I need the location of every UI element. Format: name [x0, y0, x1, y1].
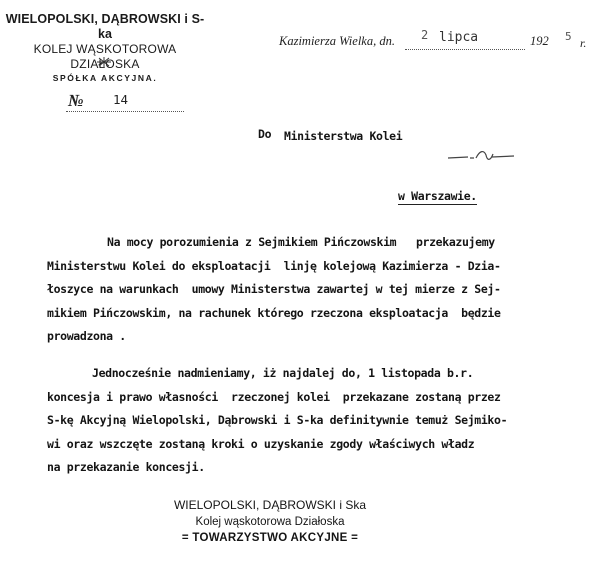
- number-value: 14: [113, 92, 129, 107]
- handwritten-mark-icon: [446, 146, 516, 168]
- body-line: Ministerstwu Kolei do eksploatacji linję kolejową Kazimierza - Dzia-: [47, 259, 501, 273]
- stamp-company: WIELOPOLSKI, DĄBROWSKI i Ska: [173, 498, 367, 512]
- date-year-digit: 5: [565, 30, 572, 43]
- date-month: lipca: [439, 30, 479, 45]
- number-dotted-line: [66, 111, 184, 112]
- number-label: №: [68, 91, 84, 110]
- letterhead-company-type: SPÓŁKA AKCYJNA.: [52, 73, 158, 83]
- date-dotted-line: [405, 49, 525, 50]
- place-label: Kazimierza Wielka, dn.: [279, 34, 395, 48]
- date-year-prefix: 192: [530, 34, 549, 48]
- ornament-icon: [95, 56, 113, 68]
- body-line: prowadzona .: [47, 329, 126, 343]
- body-line: wi oraz wszczęte zostaną kroki o uzyskanie zgody właściwych władz: [47, 437, 475, 451]
- company-stamp: [160, 497, 380, 547]
- body-line: Jednocześnie nadmieniamy, iż najdalej do, 1 listopada b.r.: [92, 366, 474, 380]
- body-line: łoszyce na warunkach umowy Ministerstwa zawartej w tej mierze z Sej-: [47, 282, 501, 296]
- letterhead: [0, 12, 210, 84]
- date-day: 2: [421, 28, 429, 42]
- letterhead-company: WIELOPOLSKI, DĄBROWSKI i S-ka: [5, 12, 205, 41]
- body-line: mikiem Pińczowskim, na rachunek którego rzeczona eksploatacja będzie: [47, 306, 501, 320]
- body-line: S-kę Akcyjną Wielopolski, Dąbrowski i S-ka definitywnie temuż Sejmiko-: [47, 413, 508, 427]
- body-line: Na mocy porozumienia z Sejmikiem Pińczowskim przekazujemy: [107, 235, 495, 249]
- stamp-railway: Kolej wąskotorowa Działoska: [195, 516, 345, 528]
- recipient-prefix: Do: [258, 127, 272, 141]
- recipient-city: w Warszawie.: [398, 189, 477, 203]
- body-line: koncesja i prawo własności rzeczonej kolei przekazane zostaną przez: [47, 390, 501, 404]
- recipient-name: Ministerstwa Kolei: [284, 129, 403, 143]
- body-line: na przekazanie koncesji.: [47, 460, 205, 474]
- stamp-company-type: = TOWARZYSTWO AKCYJNE =: [181, 532, 359, 544]
- letterhead-railway: KOLEJ WĄSKOTOROWA DZIAŁOSKA: [33, 42, 177, 71]
- date-year-suffix: r.: [580, 36, 587, 50]
